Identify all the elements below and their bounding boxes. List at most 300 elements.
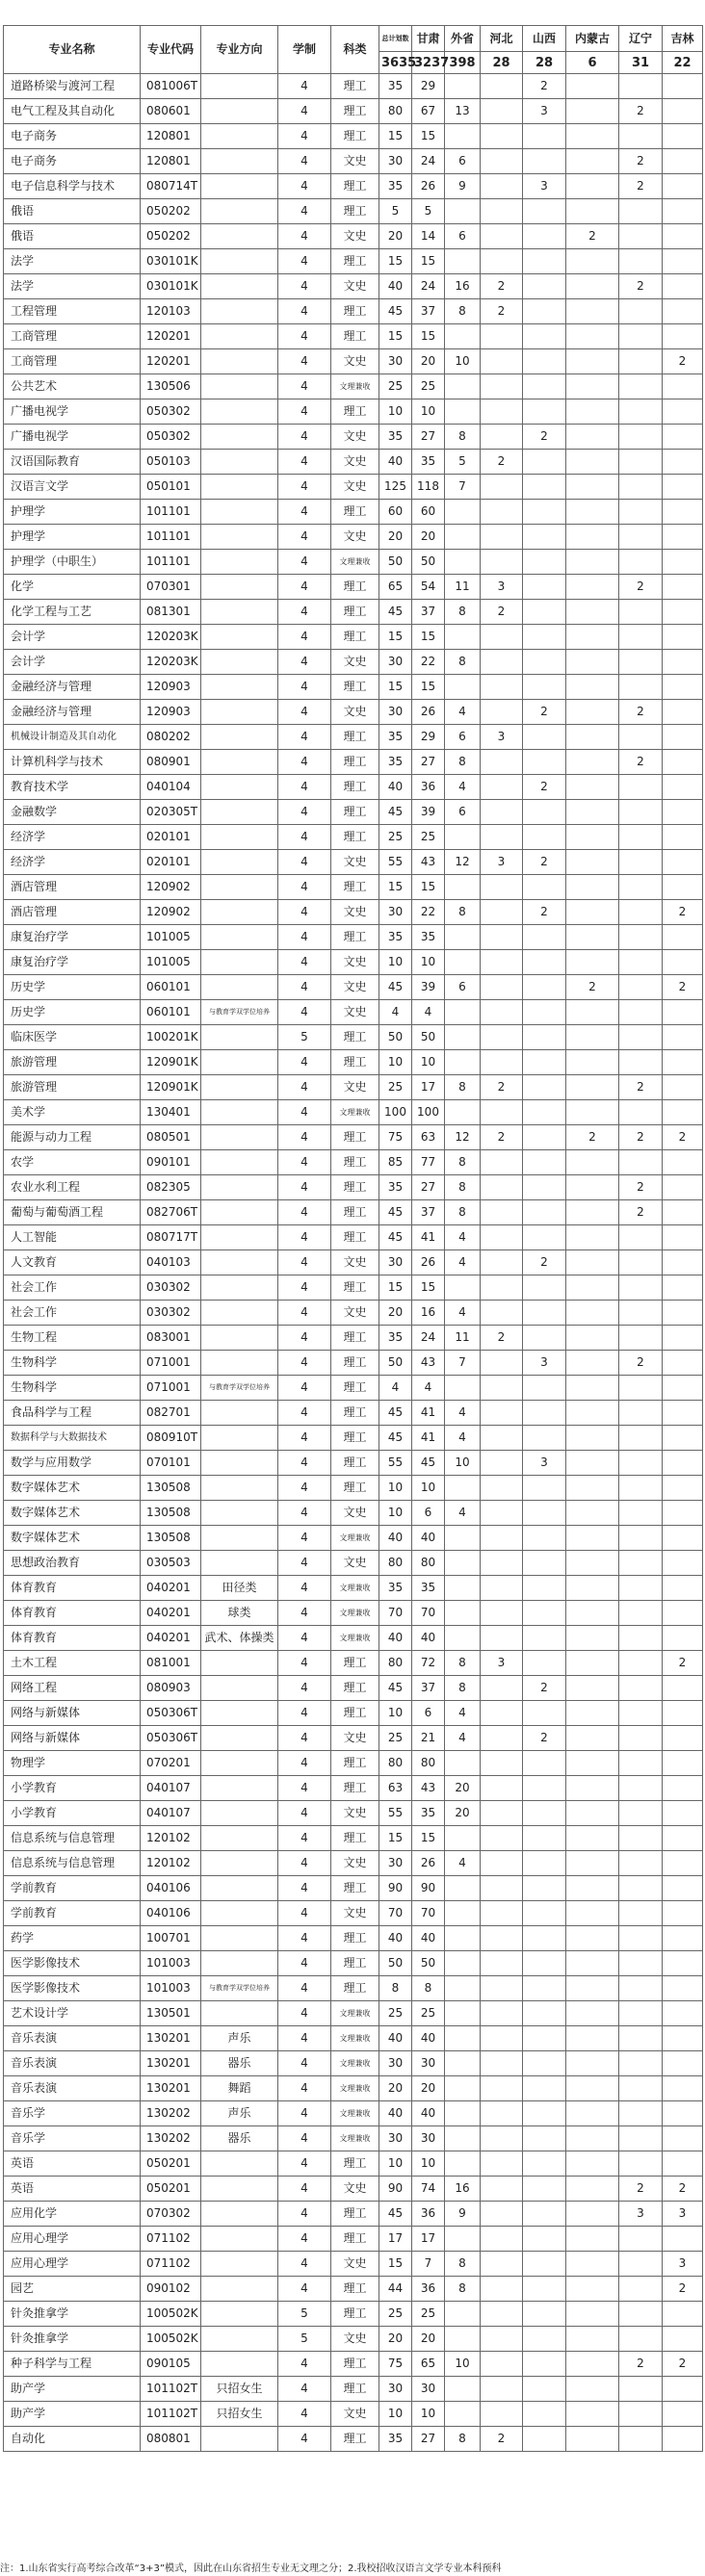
code-cell: 081006T xyxy=(141,74,201,99)
table-row xyxy=(4,1451,703,1476)
shanxi-cell xyxy=(523,725,566,750)
other-province-cell xyxy=(445,1100,481,1125)
years-cell: 4 xyxy=(278,700,331,725)
other-province-cell: 6 xyxy=(445,224,481,249)
liaoning-cell xyxy=(619,1751,663,1776)
category-cell: 理工 xyxy=(331,1976,379,2001)
code-cell: 130202 xyxy=(141,2126,201,2151)
neimenggu-cell xyxy=(566,2001,619,2026)
hebei-cell xyxy=(481,1551,523,1576)
hebei-cell xyxy=(481,1150,523,1175)
shanxi-cell xyxy=(523,2026,566,2051)
code-cell: 130508 xyxy=(141,1526,201,1551)
neimenggu-cell xyxy=(566,1751,619,1776)
category-cell: 理工 xyxy=(331,1225,379,1250)
jilin-cell xyxy=(663,274,703,299)
code-cell: 100502K xyxy=(141,2302,201,2327)
years-cell: 4 xyxy=(278,1125,331,1150)
category-cell: 理工 xyxy=(331,399,379,425)
code-cell: 120201 xyxy=(141,324,201,349)
gansu-cell: 39 xyxy=(412,975,445,1000)
jilin-cell xyxy=(663,2051,703,2076)
major-cell: 酒店管理 xyxy=(4,900,141,925)
total-cell: 35 xyxy=(379,1576,412,1601)
years-cell: 4 xyxy=(278,2227,331,2252)
liaoning-cell: 2 xyxy=(619,274,663,299)
jilin-cell xyxy=(663,1801,703,1826)
jilin-cell xyxy=(663,2126,703,2151)
jilin-cell xyxy=(663,2151,703,2177)
enrollment-plan-table xyxy=(3,25,703,2452)
total-cell: 45 xyxy=(379,975,412,1000)
total-cell: 45 xyxy=(379,1676,412,1701)
hebei-cell xyxy=(481,625,523,650)
years-cell: 4 xyxy=(278,1250,331,1275)
direction-cell xyxy=(201,349,278,374)
table-row xyxy=(4,2352,703,2377)
liaoning-cell xyxy=(619,374,663,399)
shanxi-cell xyxy=(523,2101,566,2126)
direction-cell xyxy=(201,1651,278,1676)
category-cell: 文史 xyxy=(331,1000,379,1025)
total-cell: 35 xyxy=(379,2427,412,2452)
liaoning-cell xyxy=(619,1726,663,1751)
neimenggu-cell xyxy=(566,1451,619,1476)
major-cell: 公共艺术 xyxy=(4,374,141,399)
direction-cell xyxy=(201,399,278,425)
category-cell: 文史 xyxy=(331,1851,379,1876)
other-province-cell: 6 xyxy=(445,975,481,1000)
hebei-cell xyxy=(481,700,523,725)
jilin-cell xyxy=(663,1301,703,1326)
years-cell: 4 xyxy=(278,1401,331,1426)
neimenggu-cell xyxy=(566,1200,619,1225)
major-cell: 计算机科学与技术 xyxy=(4,750,141,775)
category-cell: 理工 xyxy=(331,2352,379,2377)
years-cell: 4 xyxy=(278,825,331,850)
neimenggu-cell xyxy=(566,750,619,775)
table-row xyxy=(4,1200,703,1225)
jilin-cell xyxy=(663,625,703,650)
jilin-cell xyxy=(663,550,703,575)
other-province-cell: 8 xyxy=(445,1676,481,1701)
liaoning-cell xyxy=(619,1801,663,1826)
neimenggu-cell xyxy=(566,825,619,850)
neimenggu-cell xyxy=(566,1326,619,1351)
shanxi-cell xyxy=(523,1651,566,1676)
other-province-cell xyxy=(445,625,481,650)
table-row xyxy=(4,1326,703,1351)
code-cell: 040107 xyxy=(141,1801,201,1826)
years-cell: 4 xyxy=(278,775,331,800)
jilin-cell xyxy=(663,875,703,900)
jilin-cell xyxy=(663,850,703,875)
years-cell: 4 xyxy=(278,1976,331,2001)
major-cell: 汉语国际教育 xyxy=(4,450,141,475)
other-province-cell xyxy=(445,875,481,900)
table-row xyxy=(4,1901,703,1926)
category-cell: 理工 xyxy=(331,1651,379,1676)
years-cell: 4 xyxy=(278,2051,331,2076)
years-cell: 4 xyxy=(278,249,331,274)
jilin-cell xyxy=(663,1576,703,1601)
gansu-cell: 8 xyxy=(412,1976,445,2001)
total-cell: 70 xyxy=(379,1601,412,1626)
neimenggu-cell xyxy=(566,600,619,625)
direction-cell xyxy=(201,1851,278,1876)
neimenggu-cell xyxy=(566,1025,619,1050)
shanxi-cell xyxy=(523,124,566,149)
code-cell: 040107 xyxy=(141,1776,201,1801)
table-row xyxy=(4,2302,703,2327)
code-cell: 130506 xyxy=(141,374,201,399)
table-row xyxy=(4,1701,703,1726)
hebei-cell xyxy=(481,650,523,675)
total-cell: 15 xyxy=(379,249,412,274)
category-cell: 文史 xyxy=(331,425,379,450)
jilin-cell xyxy=(663,1426,703,1451)
liaoning-cell xyxy=(619,349,663,374)
neimenggu-cell xyxy=(566,1826,619,1851)
category-cell: 理工 xyxy=(331,500,379,525)
years-cell: 4 xyxy=(278,1801,331,1826)
years-cell: 4 xyxy=(278,1150,331,1175)
other-province-cell xyxy=(445,525,481,550)
shanxi-cell xyxy=(523,1751,566,1776)
table-row xyxy=(4,1751,703,1776)
hebei-cell xyxy=(481,1951,523,1976)
major-cell: 旅游管理 xyxy=(4,1075,141,1100)
gansu-cell: 80 xyxy=(412,1551,445,1576)
neimenggu-cell xyxy=(566,850,619,875)
liaoning-cell xyxy=(619,475,663,500)
jilin-cell xyxy=(663,174,703,199)
category-cell: 理工 xyxy=(331,1751,379,1776)
other-province-cell xyxy=(445,249,481,274)
table-row xyxy=(4,425,703,450)
years-cell: 5 xyxy=(278,2302,331,2327)
gansu-cell: 15 xyxy=(412,1826,445,1851)
shanxi-cell xyxy=(523,224,566,249)
years-cell: 4 xyxy=(278,925,331,950)
code-cell: 050201 xyxy=(141,2151,201,2177)
years-cell: 4 xyxy=(278,2252,331,2277)
category-cell: 理工 xyxy=(331,1150,379,1175)
direction-cell: 舞蹈 xyxy=(201,2076,278,2101)
gansu-cell: 118 xyxy=(412,475,445,500)
liaoning-cell xyxy=(619,1826,663,1851)
liaoning-cell xyxy=(619,1576,663,1601)
category-cell: 理工 xyxy=(331,600,379,625)
major-cell: 旅游管理 xyxy=(4,1050,141,1075)
neimenggu-cell xyxy=(566,99,619,124)
jilin-cell xyxy=(663,1951,703,1976)
other-province-cell xyxy=(445,1876,481,1901)
code-cell: 081301 xyxy=(141,600,201,625)
direction-cell xyxy=(201,2202,278,2227)
category-cell: 理工 xyxy=(331,1050,379,1075)
years-cell: 4 xyxy=(278,425,331,450)
total-cell: 25 xyxy=(379,825,412,850)
hebei-cell xyxy=(481,550,523,575)
major-cell: 电气工程及其自动化 xyxy=(4,99,141,124)
direction-cell xyxy=(201,124,278,149)
gansu-cell: 10 xyxy=(412,1050,445,1075)
major-cell: 生物科学 xyxy=(4,1351,141,1376)
header-direction: 专业方向 xyxy=(201,26,278,74)
total-all: 3635 xyxy=(379,52,412,74)
liaoning-cell xyxy=(619,2302,663,2327)
other-province-cell xyxy=(445,2377,481,2402)
liaoning-cell: 2 xyxy=(619,149,663,174)
hebei-cell xyxy=(481,1451,523,1476)
years-cell: 4 xyxy=(278,1225,331,1250)
code-cell: 080601 xyxy=(141,99,201,124)
hebei-cell xyxy=(481,900,523,925)
years-cell: 4 xyxy=(278,750,331,775)
gansu-cell: 20 xyxy=(412,2327,445,2352)
jilin-cell xyxy=(663,1050,703,1075)
total-cell: 45 xyxy=(379,2202,412,2227)
code-cell: 081001 xyxy=(141,1651,201,1676)
total-cell: 10 xyxy=(379,1476,412,1501)
total-cell: 80 xyxy=(379,99,412,124)
shanxi-cell xyxy=(523,1801,566,1826)
category-cell: 理工 xyxy=(331,1451,379,1476)
years-cell: 4 xyxy=(278,1551,331,1576)
table-row xyxy=(4,249,703,274)
hebei-cell xyxy=(481,1426,523,1451)
direction-cell xyxy=(201,1701,278,1726)
major-cell: 护理学 xyxy=(4,500,141,525)
hebei-cell xyxy=(481,1376,523,1401)
liaoning-cell xyxy=(619,224,663,249)
total-cell: 15 xyxy=(379,124,412,149)
major-cell: 信息系统与信息管理 xyxy=(4,1826,141,1851)
years-cell: 4 xyxy=(278,349,331,374)
table-row xyxy=(4,1951,703,1976)
total-cell: 10 xyxy=(379,2151,412,2177)
gansu-cell: 70 xyxy=(412,1601,445,1626)
category-cell: 理工 xyxy=(331,675,379,700)
table-row xyxy=(4,2026,703,2051)
category-cell: 文史 xyxy=(331,900,379,925)
direction-cell xyxy=(201,1175,278,1200)
other-province-cell: 8 xyxy=(445,2427,481,2452)
shanxi-cell xyxy=(523,550,566,575)
total-cell: 10 xyxy=(379,1701,412,1726)
neimenggu-cell xyxy=(566,1501,619,1526)
neimenggu-cell xyxy=(566,725,619,750)
code-cell: 090101 xyxy=(141,1150,201,1175)
direction-cell xyxy=(201,575,278,600)
liaoning-cell: 2 xyxy=(619,1200,663,1225)
years-cell: 4 xyxy=(278,675,331,700)
direction-cell xyxy=(201,1100,278,1125)
table-row xyxy=(4,575,703,600)
hebei-cell xyxy=(481,249,523,274)
other-province-cell xyxy=(445,1976,481,2001)
years-cell: 4 xyxy=(278,99,331,124)
table-row xyxy=(4,2177,703,2202)
liaoning-cell xyxy=(619,1551,663,1576)
gansu-cell: 24 xyxy=(412,1326,445,1351)
jilin-cell xyxy=(663,800,703,825)
category-cell: 文史 xyxy=(331,650,379,675)
other-province-cell: 8 xyxy=(445,1200,481,1225)
liaoning-cell xyxy=(619,199,663,224)
gansu-cell: 30 xyxy=(412,2051,445,2076)
other-province-cell xyxy=(445,374,481,399)
shanxi-cell xyxy=(523,299,566,324)
other-province-cell xyxy=(445,1601,481,1626)
jilin-cell xyxy=(663,1401,703,1426)
category-cell: 理工 xyxy=(331,1676,379,1701)
hebei-cell xyxy=(481,1351,523,1376)
other-province-cell: 4 xyxy=(445,1401,481,1426)
neimenggu-cell xyxy=(566,2177,619,2202)
shanxi-cell xyxy=(523,374,566,399)
liaoning-cell: 2 xyxy=(619,1125,663,1150)
major-cell: 音乐表演 xyxy=(4,2076,141,2101)
years-cell: 4 xyxy=(278,1751,331,1776)
hebei-cell: 3 xyxy=(481,575,523,600)
jilin-cell xyxy=(663,525,703,550)
code-cell: 060101 xyxy=(141,975,201,1000)
shanxi-cell xyxy=(523,1901,566,1926)
table-row xyxy=(4,2377,703,2402)
header-years: 学制 xyxy=(278,26,331,74)
gansu-cell: 26 xyxy=(412,700,445,725)
other-province-cell: 10 xyxy=(445,349,481,374)
shanxi-cell xyxy=(523,274,566,299)
major-cell: 工商管理 xyxy=(4,349,141,374)
jilin-cell xyxy=(663,475,703,500)
code-cell: 070101 xyxy=(141,1451,201,1476)
major-cell: 数字媒体艺术 xyxy=(4,1476,141,1501)
gansu-cell: 27 xyxy=(412,425,445,450)
hebei-cell: 2 xyxy=(481,299,523,324)
other-province-cell xyxy=(445,1050,481,1075)
years-cell: 4 xyxy=(278,950,331,975)
gansu-cell: 22 xyxy=(412,650,445,675)
years-cell: 4 xyxy=(278,2402,331,2427)
liaoning-cell xyxy=(619,124,663,149)
other-province-cell xyxy=(445,2402,481,2427)
total-cell: 45 xyxy=(379,299,412,324)
years-cell: 4 xyxy=(278,2001,331,2026)
major-cell: 体育教育 xyxy=(4,1626,141,1651)
jilin-cell xyxy=(663,1025,703,1050)
shanxi-cell xyxy=(523,2177,566,2202)
shanxi-cell xyxy=(523,1951,566,1976)
major-cell: 信息系统与信息管理 xyxy=(4,1851,141,1876)
category-cell: 理工 xyxy=(331,174,379,199)
years-cell: 4 xyxy=(278,2352,331,2377)
major-cell: 机械设计制造及其自动化 xyxy=(4,725,141,750)
shanxi-cell xyxy=(523,975,566,1000)
hebei-cell xyxy=(481,399,523,425)
liaoning-cell xyxy=(619,1150,663,1175)
neimenggu-cell xyxy=(566,550,619,575)
shanxi-cell xyxy=(523,1876,566,1901)
category-cell: 理工 xyxy=(331,99,379,124)
neimenggu-cell xyxy=(566,1401,619,1426)
other-province-cell: 4 xyxy=(445,775,481,800)
shanxi-cell xyxy=(523,450,566,475)
other-province-cell: 4 xyxy=(445,700,481,725)
code-cell: 120201 xyxy=(141,349,201,374)
category-cell: 理工 xyxy=(331,925,379,950)
neimenggu-cell xyxy=(566,2377,619,2402)
hebei-cell xyxy=(481,1401,523,1426)
shanxi-cell xyxy=(523,475,566,500)
hebei-cell xyxy=(481,2126,523,2151)
major-cell: 广播电视学 xyxy=(4,399,141,425)
total-cell: 20 xyxy=(379,2076,412,2101)
total-cell: 15 xyxy=(379,1826,412,1851)
gansu-cell: 14 xyxy=(412,224,445,249)
other-province-cell: 6 xyxy=(445,800,481,825)
jilin-cell xyxy=(663,2302,703,2327)
other-province-cell: 12 xyxy=(445,1125,481,1150)
shanxi-cell xyxy=(523,2202,566,2227)
other-province-cell xyxy=(445,1751,481,1776)
code-cell: 130508 xyxy=(141,1501,201,1526)
neimenggu-cell xyxy=(566,1601,619,1626)
hebei-cell xyxy=(481,2026,523,2051)
category-cell: 理工 xyxy=(331,74,379,99)
table-row xyxy=(4,875,703,900)
table-row xyxy=(4,199,703,224)
table-row xyxy=(4,2151,703,2177)
jilin-cell xyxy=(663,2101,703,2126)
jilin-cell: 2 xyxy=(663,2352,703,2377)
neimenggu-cell xyxy=(566,149,619,174)
years-cell: 4 xyxy=(278,1726,331,1751)
direction-cell: 声乐 xyxy=(201,2026,278,2051)
major-cell: 电子信息科学与技术 xyxy=(4,174,141,199)
liaoning-cell xyxy=(619,1901,663,1926)
liaoning-cell xyxy=(619,2277,663,2302)
other-province-cell xyxy=(445,1025,481,1050)
total-cell: 45 xyxy=(379,1401,412,1426)
direction-cell xyxy=(201,650,278,675)
category-cell: 理工 xyxy=(331,1376,379,1401)
liaoning-cell xyxy=(619,1100,663,1125)
table-row xyxy=(4,850,703,875)
major-cell: 电子商务 xyxy=(4,149,141,174)
neimenggu-cell xyxy=(566,124,619,149)
direction-cell: 田径类 xyxy=(201,1576,278,1601)
years-cell: 4 xyxy=(278,2101,331,2126)
category-cell: 理工 xyxy=(331,324,379,349)
liaoning-cell xyxy=(619,1851,663,1876)
table-row xyxy=(4,274,703,299)
jilin-cell xyxy=(663,1751,703,1776)
category-cell: 理工 xyxy=(331,2302,379,2327)
header-major: 专业名称 xyxy=(4,26,141,74)
neimenggu-cell xyxy=(566,349,619,374)
table-row xyxy=(4,625,703,650)
shanxi-cell: 2 xyxy=(523,700,566,725)
years-cell: 4 xyxy=(278,1075,331,1100)
direction-cell xyxy=(201,1025,278,1050)
category-cell: 文理兼收 xyxy=(331,2126,379,2151)
jilin-cell xyxy=(663,1150,703,1175)
other-province-cell: 9 xyxy=(445,174,481,199)
total-cell: 80 xyxy=(379,1551,412,1576)
